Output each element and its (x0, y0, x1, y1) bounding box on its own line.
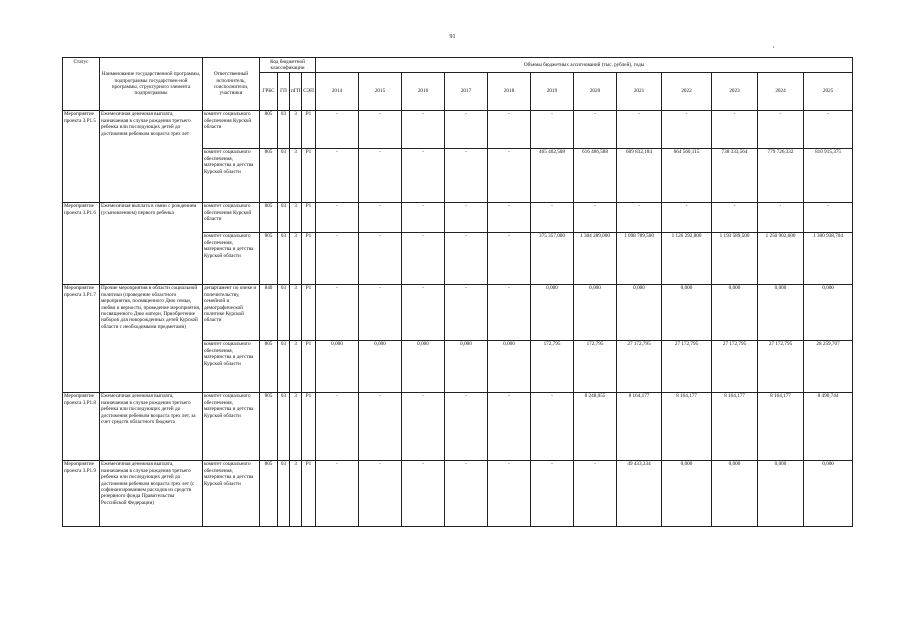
value-cell-2025: 0,000 (804, 460, 853, 526)
value-cell-2017: - (445, 392, 488, 460)
value-cell-2025: 1 300 938,704 (804, 232, 853, 284)
value-cell-2021: 0,000 (617, 284, 662, 340)
value-cell-2022: 0,000 (662, 460, 712, 526)
value-cell-2017: - (445, 284, 488, 340)
code-cell: Р1 (302, 148, 316, 202)
value-cell-2022: 664 560,115 (662, 148, 712, 202)
value-cell-2019: 375 357,000 (531, 232, 574, 284)
value-cell-2023: 0,000 (712, 284, 758, 340)
value-cell-2015: - (359, 202, 402, 232)
value-cell-2014: - (316, 232, 359, 284)
value-cell-2020: 0,000 (574, 284, 617, 340)
value-cell-2018: - (488, 202, 531, 232)
value-cell-2017: - (445, 110, 488, 148)
code-cell: 3 (290, 232, 302, 284)
value-cell-2023: 27 172,795 (712, 340, 758, 392)
code-cell: 03 (278, 148, 290, 202)
value-cell-2014: - (316, 202, 359, 232)
value-cell-2023: 1 193 589,500 (712, 232, 758, 284)
header-year-2021: 2021 (617, 72, 662, 110)
measure-status: Мероприятие проекта 3.Р1.8 (63, 392, 100, 460)
value-cell-2024: 1 250 902,600 (758, 232, 804, 284)
measure-executor: комитет социального обеспечения, материнства и детства Курской области (203, 232, 260, 284)
value-cell-2017: - (445, 202, 488, 232)
value-cell-2019: - (531, 110, 574, 148)
value-cell-2015: - (359, 392, 402, 460)
header-year-2014: 2014 (316, 72, 359, 110)
value-cell-2015: - (359, 460, 402, 526)
header-code-1: ГРБС (260, 72, 278, 110)
table-row (63, 284, 853, 340)
value-cell-2016: - (402, 460, 445, 526)
value-cell-2024: 27 172,795 (758, 340, 804, 392)
value-cell-2016: - (402, 110, 445, 148)
value-cell-2019: 0,000 (531, 284, 574, 340)
code-cell: 03 (278, 460, 290, 526)
measure-status: Мероприятие проекта 3.Р1.5 (63, 110, 100, 202)
value-cell-2018: - (488, 148, 531, 202)
corner-mark: , (773, 43, 775, 49)
measure-executor: комитет социального обеспечения Курской области (203, 202, 260, 232)
value-cell-2021: 8 164,177 (617, 392, 662, 460)
code-cell: 3 (290, 392, 302, 460)
measure-status: Мероприятие проекта 3.Р1.9 (63, 460, 100, 526)
value-cell-2014: - (316, 284, 359, 340)
value-cell-2019: - (531, 202, 574, 232)
value-cell-2016: 0,000 (402, 340, 445, 392)
value-cell-2017: 0,000 (445, 340, 488, 392)
value-cell-2021: 27 172,795 (617, 340, 662, 392)
header-executor: Ответственный исполнитель, соисполнители, участники (203, 58, 260, 111)
code-cell: 840 (260, 284, 278, 340)
value-cell-2022: - (662, 110, 712, 148)
code-cell: Р1 (302, 460, 316, 526)
header-year-2022: 2022 (662, 72, 712, 110)
code-cell: Р1 (302, 110, 316, 148)
value-cell-2015: 0,000 (359, 340, 402, 392)
measure-name: Ежемесячная денежная выплата, назначаемая в случае рождения третьего ребенка или последующих детей до достижения ребенком возраста трех лет (с софинансированием расходов из средств резервного фонда Правительства Российской Федерации) (100, 460, 203, 526)
value-cell-2023: - (712, 110, 758, 148)
value-cell-2025: - (804, 110, 853, 148)
code-cell: 3 (290, 460, 302, 526)
measure-executor: комитет социального обеспечения, материнства и детства Курской области (203, 148, 260, 202)
header-status: Статус (63, 58, 100, 111)
code-cell: 805 (260, 340, 278, 392)
value-cell-2022: 1 126 292,800 (662, 232, 712, 284)
value-cell-2020: - (574, 110, 617, 148)
code-cell: 3 (290, 148, 302, 202)
value-cell-2018: 0,000 (488, 340, 531, 392)
header-code-4: СЭП (302, 72, 316, 110)
value-cell-2021: - (617, 202, 662, 232)
value-cell-2014: 0,000 (316, 340, 359, 392)
value-cell-2023: 8 164,177 (712, 392, 758, 460)
value-cell-2021: 49 433,334 (617, 460, 662, 526)
value-cell-2024: - (758, 110, 804, 148)
value-cell-2014: - (316, 392, 359, 460)
header-year-2020: 2020 (574, 72, 617, 110)
measure-executor: комитет социального обеспечения Курской области (203, 110, 260, 148)
code-cell: 03 (278, 202, 290, 232)
code-cell: 805 (260, 202, 278, 232)
value-cell-2021: 609 832,184 (617, 148, 662, 202)
value-cell-2018: - (488, 232, 531, 284)
code-cell: 805 (260, 110, 278, 148)
measure-executor: департамент по опеке и попечительству, семейной и демографической политике Курской области (203, 284, 260, 340)
budget-table (62, 57, 853, 527)
header-year-2015: 2015 (359, 72, 402, 110)
value-cell-2015: - (359, 232, 402, 284)
header-year-2018: 2018 (488, 72, 531, 110)
code-cell: 805 (260, 392, 278, 460)
header-year-2016: 2016 (402, 72, 445, 110)
value-cell-2020: - (574, 202, 617, 232)
code-cell: 805 (260, 148, 278, 202)
code-cell: 805 (260, 232, 278, 284)
value-cell-2025: - (804, 202, 853, 232)
header-code-group: Код бюджетной классификации (260, 58, 316, 73)
value-cell-2016: - (402, 284, 445, 340)
value-cell-2017: - (445, 232, 488, 284)
value-cell-2018: - (488, 460, 531, 526)
code-cell: 03 (278, 110, 290, 148)
measure-name: Ежемесячная денежная выплата, назначаемая в случае рождения третьего ребенка или последующих детей до достижения ребенком возраста трех лет (100, 110, 203, 202)
header-year-2025: 2025 (804, 72, 853, 110)
value-cell-2014: - (316, 148, 359, 202)
value-cell-2021: 1 098 789,500 (617, 232, 662, 284)
value-cell-2024: - (758, 202, 804, 232)
measure-name: Прочие мероприятия в области социальной политики (проведение областного мероприятия, посвященного Дню семьи, любви и верности, проведение мероприятия, посвященного Дню матери, Приобретение наборов для новорожденных детей Курской области с необходимыми предметами) (100, 284, 203, 392)
value-cell-2018: - (488, 110, 531, 148)
code-cell: Р1 (302, 340, 316, 392)
code-cell: 03 (278, 340, 290, 392)
value-cell-2014: - (316, 110, 359, 148)
measure-status: Мероприятие проекта 3.Р1.7 (63, 284, 100, 392)
code-cell: 03 (278, 392, 290, 460)
header-year-2019: 2019 (531, 72, 574, 110)
table-row (63, 460, 853, 526)
measure-name: Ежемесячная выплата в связи с рождением (усыновлением) первого ребенка (100, 202, 203, 284)
value-cell-2014: - (316, 460, 359, 526)
value-cell-2020: - (574, 460, 617, 526)
measure-status: Мероприятие проекта 3.Р1.6 (63, 202, 100, 284)
value-cell-2025: 0,000 (804, 284, 853, 340)
header-year-2017: 2017 (445, 72, 488, 110)
value-cell-2024: 779 726,332 (758, 148, 804, 202)
value-cell-2015: - (359, 110, 402, 148)
value-cell-2024: 8 164,177 (758, 392, 804, 460)
measure-executor: комитет социального обеспечения, материнства и детства Курской области (203, 460, 260, 526)
page-number: 91 (449, 34, 456, 40)
value-cell-2020: 172,795 (574, 340, 617, 392)
value-cell-2024: 0,000 (758, 284, 804, 340)
value-cell-2021: - (617, 110, 662, 148)
code-cell: Р1 (302, 202, 316, 232)
code-cell: 3 (290, 202, 302, 232)
value-cell-2016: - (402, 148, 445, 202)
value-cell-2023: - (712, 202, 758, 232)
value-cell-2015: - (359, 284, 402, 340)
value-cell-2017: - (445, 148, 488, 202)
code-cell: 3 (290, 340, 302, 392)
table-row (63, 202, 853, 232)
value-cell-2019: 172,795 (531, 340, 574, 392)
code-cell: Р1 (302, 232, 316, 284)
value-cell-2018: - (488, 392, 531, 460)
value-cell-2016: - (402, 392, 445, 460)
value-cell-2025: 8 490,744 (804, 392, 853, 460)
value-cell-2022: 27 172,795 (662, 340, 712, 392)
value-cell-2020: 616 486,588 (574, 148, 617, 202)
header-code-2: ГП (278, 72, 290, 110)
value-cell-2025: 810 915,375 (804, 148, 853, 202)
value-cell-2019: - (531, 460, 574, 526)
code-cell: 3 (290, 110, 302, 148)
measure-name: Ежемесячная денежная выплата, назначаемая в случае рождения третьего ребенка или последующих детей до достижения ребенком возраста трех лет, за счет средств областного бюджета (100, 392, 203, 460)
code-cell: 3 (290, 284, 302, 340)
value-cell-2022: 8 164,177 (662, 392, 712, 460)
value-cell-2023: 738 333,564 (712, 148, 758, 202)
header-code-3: пГП (290, 72, 302, 110)
code-cell: Р1 (302, 392, 316, 460)
header-year-2024: 2024 (758, 72, 804, 110)
value-cell-2019: 465 402,508 (531, 148, 574, 202)
value-cell-2015: - (359, 148, 402, 202)
value-cell-2025: 28 259,707 (804, 340, 853, 392)
header-volume-group: Объемы бюджетных ассигнований (тыс. рублей), годы (316, 58, 853, 73)
value-cell-2022: - (662, 202, 712, 232)
table-row (63, 392, 853, 460)
header-name: Наименование государственной программы, подпрограммы государствен-ной программы, структурного элемента подпрограммы (100, 58, 203, 111)
value-cell-2016: - (402, 232, 445, 284)
value-cell-2018: - (488, 284, 531, 340)
measure-executor: комитет социального обеспечения, материнства и детства Курской области (203, 340, 260, 392)
value-cell-2023: 0,000 (712, 460, 758, 526)
code-cell: Р1 (302, 284, 316, 340)
value-cell-2017: - (445, 460, 488, 526)
table-row (63, 110, 853, 148)
value-cell-2016: - (402, 202, 445, 232)
value-cell-2020: 1 304 289,000 (574, 232, 617, 284)
header-year-2023: 2023 (712, 72, 758, 110)
code-cell: 03 (278, 232, 290, 284)
code-cell: 805 (260, 460, 278, 526)
code-cell: 03 (278, 284, 290, 340)
measure-executor: комитет социального обеспечения, материнства и детства Курской области (203, 392, 260, 460)
value-cell-2020: 8 248,055 (574, 392, 617, 460)
value-cell-2024: 0,000 (758, 460, 804, 526)
value-cell-2022: 0,000 (662, 284, 712, 340)
value-cell-2019: - (531, 392, 574, 460)
